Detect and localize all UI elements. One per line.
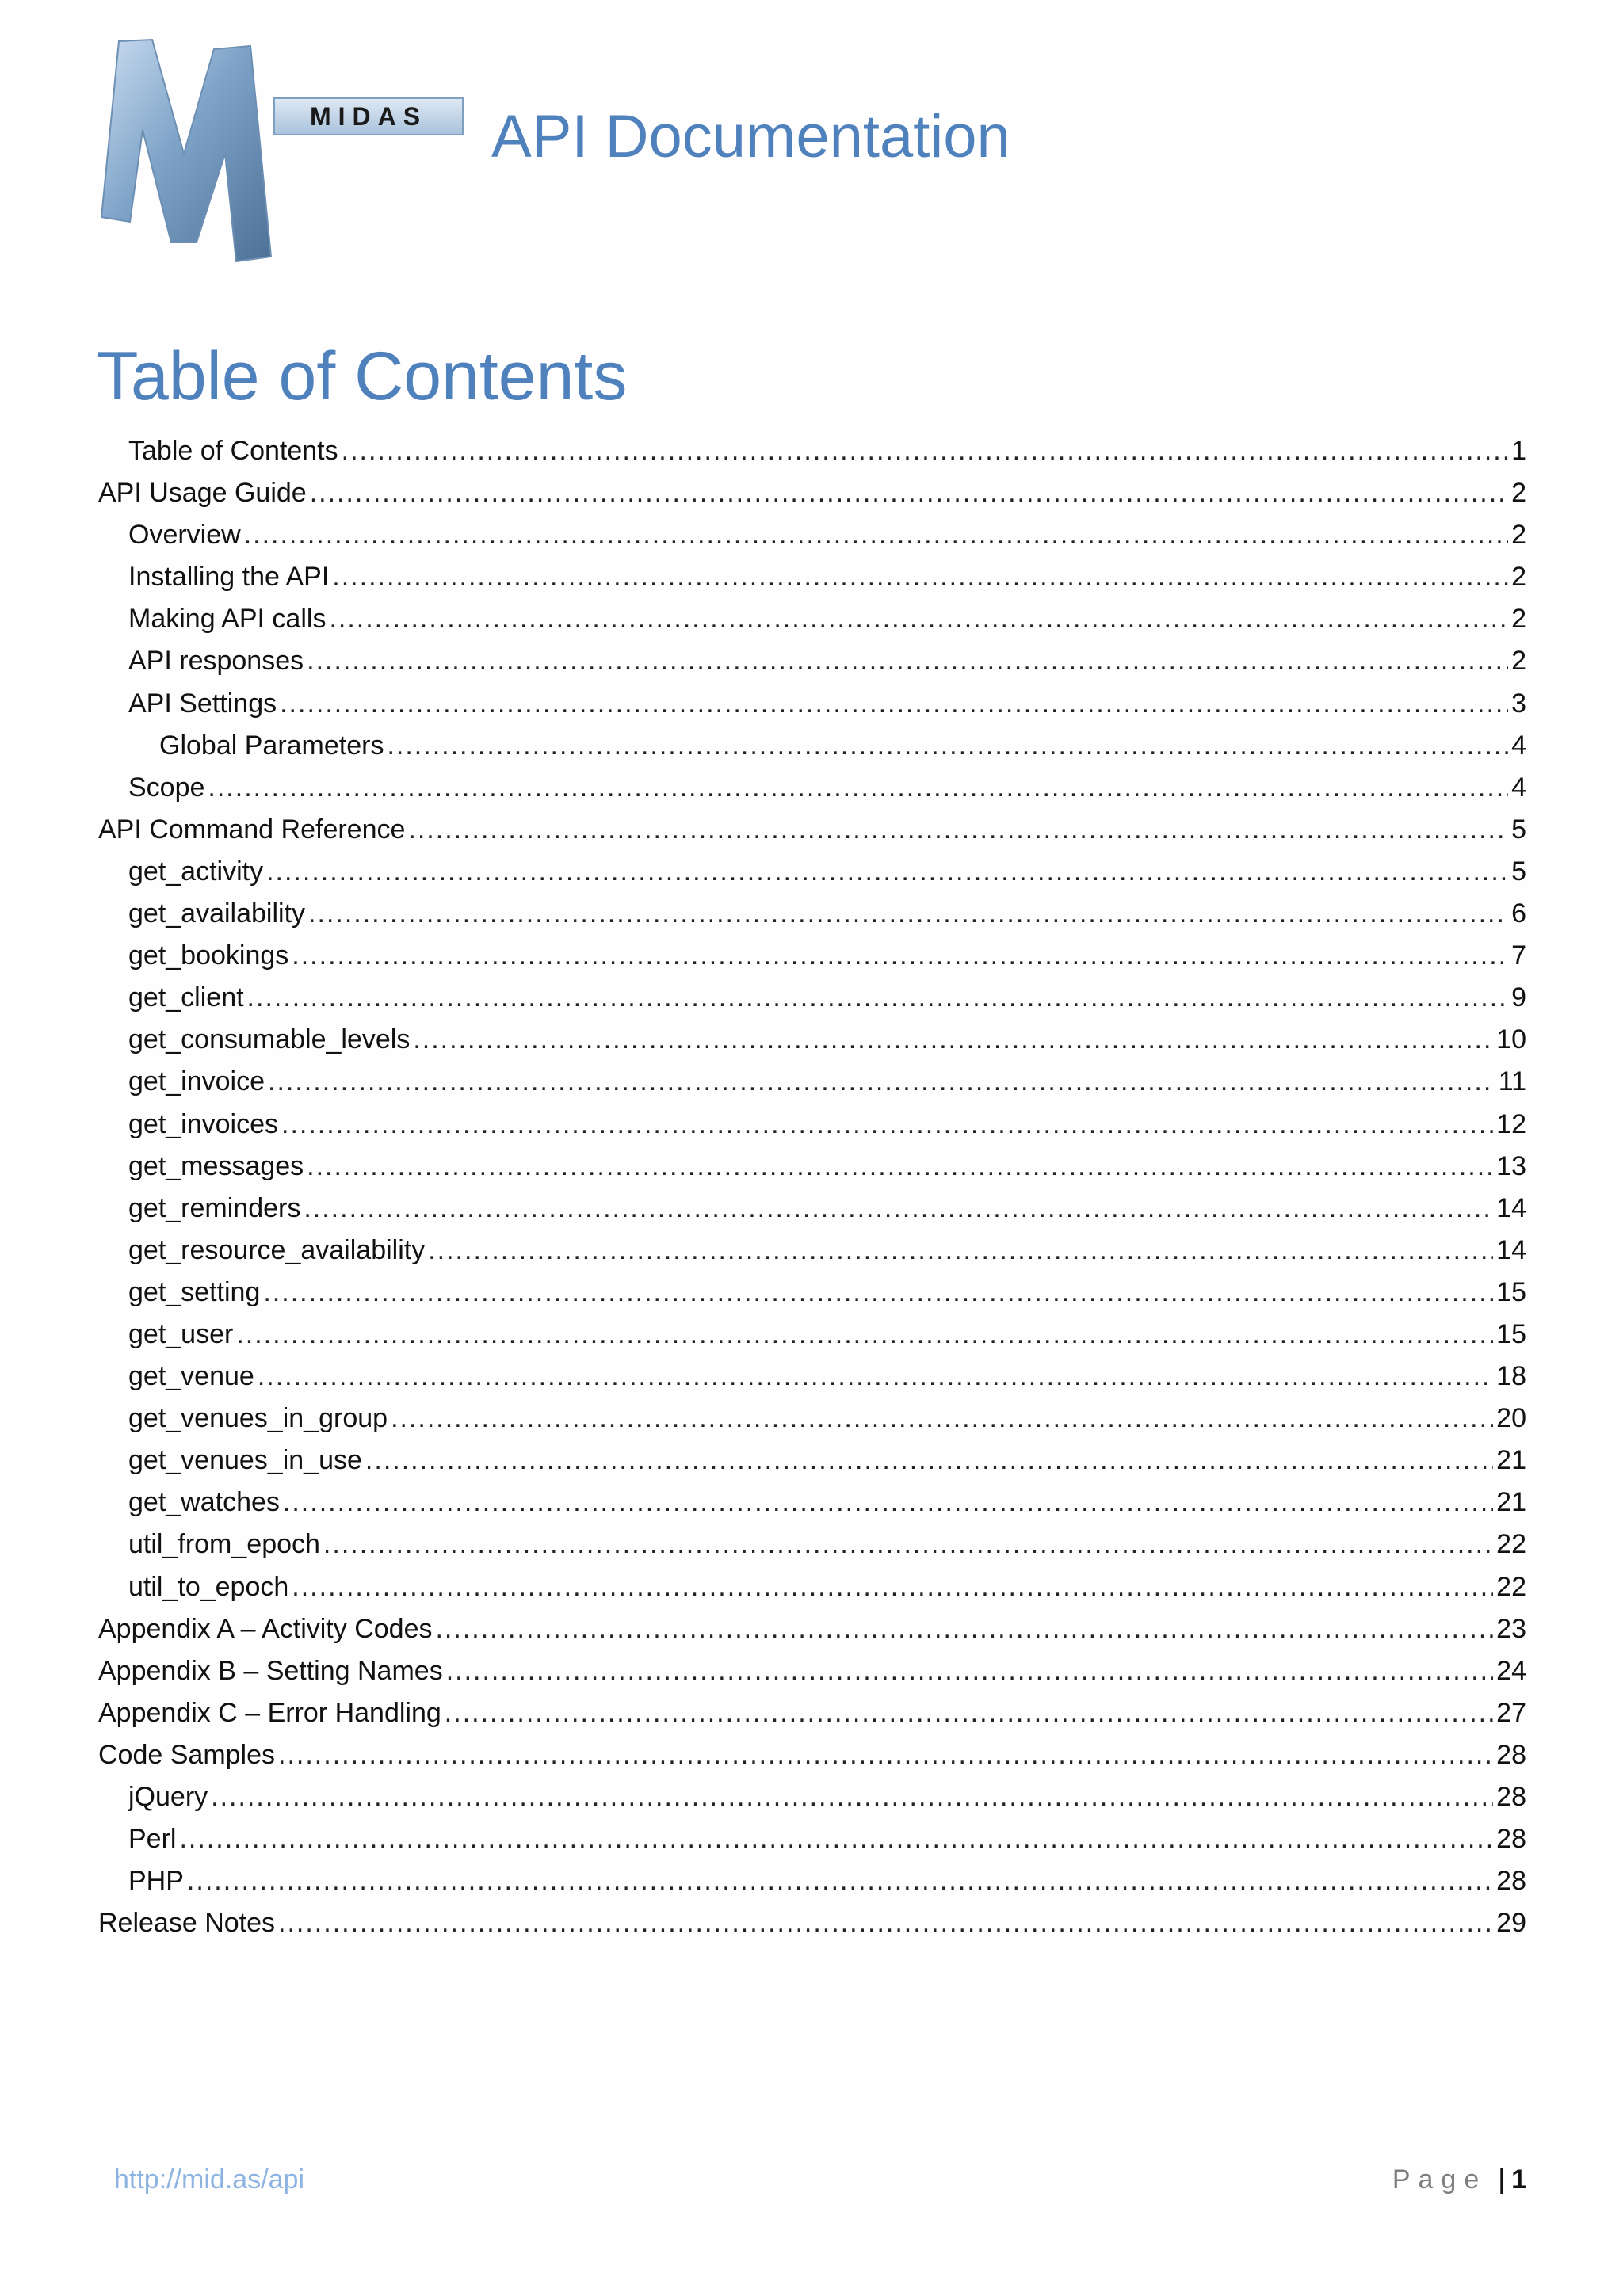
toc-entry-page: 3 [1511,688,1526,719]
toc-dot-leader [391,1398,1493,1440]
toc-entry[interactable] [98,1356,1526,1398]
toc-dot-leader [445,1692,1493,1734]
toc-entry[interactable] [98,1146,1526,1188]
toc-entry-label: Code Samples [98,1739,276,1770]
toc-entry-page: 21 [1496,1487,1526,1518]
footer-page-number [1392,2160,1526,2199]
toc-dot-leader [268,1061,1495,1103]
toc-entry[interactable] [98,767,1526,809]
toc-entry[interactable] [98,1482,1526,1524]
toc-entry-page: 14 [1496,1234,1526,1265]
toc-dot-leader [308,893,1508,935]
toc-entry-page: 7 [1511,940,1526,971]
toc-entry-label: Appendix C – Error Handling [98,1697,441,1728]
toc-entry-label: Scope [128,772,205,803]
toc-entry-page: 6 [1511,898,1526,929]
toc-entry-label: Appendix A – Activity Codes [98,1613,433,1644]
toc-entry-page: 24 [1496,1655,1526,1686]
toc-entry-label: get_venues_in_group [128,1403,388,1434]
toc-entry-page: 22 [1496,1529,1526,1560]
toc-dot-leader [283,1482,1493,1524]
toc-entry-label: get_venues_in_use [128,1445,362,1476]
toc-dot-leader [278,1734,1493,1776]
toc-entry-page: 2 [1511,520,1526,551]
toc-dot-leader [408,809,1508,851]
toc-dot-leader [435,1608,1493,1650]
toc-entry[interactable] [98,1272,1526,1314]
toc-entry[interactable] [98,430,1526,472]
toc-entry-page: 28 [1496,1739,1526,1770]
toc-entry[interactable] [98,1566,1526,1608]
toc-dot-leader [211,1776,1493,1818]
toc-dot-leader [323,1524,1493,1566]
toc-entry-page: 21 [1496,1445,1526,1476]
toc-entry-page: 2 [1511,562,1526,593]
toc-entry[interactable] [98,472,1526,514]
toc-entry[interactable] [98,683,1526,725]
toc-entry-label: get_resource_availability [128,1234,426,1265]
toc-entry[interactable] [98,725,1526,767]
toc-entry-label: Global Parameters [159,730,384,761]
toc-entry[interactable] [98,851,1526,893]
toc-entry[interactable] [98,1818,1526,1860]
toc-entry-label: util_to_epoch [128,1571,289,1602]
toc-entry-label: util_from_epoch [128,1529,320,1560]
toc-entry[interactable] [98,809,1526,851]
toc-entry-label: get_client [128,982,244,1013]
toc-entry-page: 15 [1496,1318,1526,1349]
toc-entry[interactable] [98,1314,1526,1356]
toc-entry-label: API responses [128,646,304,677]
toc-entry[interactable] [98,1608,1526,1650]
toc-entry-page: 20 [1496,1403,1526,1434]
toc-entry-page: 2 [1511,478,1526,509]
toc-entry-label: Overview [128,520,241,551]
toc-entry-page: 14 [1496,1192,1526,1223]
toc-entry-label: Table of Contents [128,436,338,466]
toc-dot-leader [307,1146,1493,1188]
toc-entry-label: get_availability [128,898,306,929]
toc-dot-leader [236,1314,1493,1356]
toc-entry-page: 11 [1498,1066,1526,1097]
toc-entry-label: jQuery [128,1782,208,1812]
toc-entry-label: get_bookings [128,940,289,971]
toc-entry[interactable] [98,1860,1526,1902]
toc-entry-label: get_messages [128,1150,304,1181]
toc-entry-page: 28 [1496,1824,1526,1855]
toc-entry-label: Release Notes [98,1908,276,1939]
toc-dot-leader [263,1272,1493,1314]
toc-entry[interactable] [98,598,1526,640]
toc-entry[interactable] [98,1692,1526,1734]
toc-entry[interactable] [98,1104,1526,1146]
toc-dot-leader [307,640,1508,682]
toc-entry[interactable] [98,1776,1526,1818]
toc-dot-leader [187,1860,1493,1902]
toc-entry-label: get_watches [128,1487,280,1518]
logo-wordmark: MIDAS [309,102,428,131]
toc-dot-leader [304,1188,1493,1230]
toc-entry[interactable] [98,1440,1526,1482]
toc-dot-leader [292,935,1508,977]
toc-entry-page: 28 [1496,1866,1526,1897]
toc-dot-leader [208,767,1508,809]
toc-entry-label: get_consumable_levels [128,1024,411,1055]
toc-dot-leader [247,977,1509,1019]
toc-entry[interactable] [98,1061,1526,1103]
toc-dot-leader [281,1104,1493,1146]
toc-entry-page: 28 [1496,1782,1526,1812]
toc-entry-label: PHP [128,1866,184,1897]
toc-entry-label: get_setting [128,1276,261,1307]
toc-dot-leader [258,1356,1493,1398]
toc-dot-leader [413,1019,1493,1061]
toc-dot-leader [332,556,1508,598]
footer-page-word: Page [1392,2164,1487,2195]
toc-entry-label: get_invoice [128,1066,265,1097]
toc-entry[interactable] [98,1902,1526,1944]
toc-entry[interactable] [98,935,1526,977]
toc-entry-label: API Usage Guide [98,478,307,509]
toc-entry-page: 5 [1511,814,1526,845]
toc-entry-page: 22 [1496,1571,1526,1602]
toc-entry-page: 15 [1496,1276,1526,1307]
midas-logo [95,35,475,273]
toc-entry-page: 27 [1496,1697,1526,1728]
document-title: API Documentation [491,103,1010,170]
toc-entry-page: 5 [1511,856,1526,887]
toc-dot-leader [278,1902,1493,1944]
toc-entry-label: Appendix B – Setting Names [98,1655,443,1686]
toc-dot-leader [244,514,1508,556]
toc-entry-label: Installing the API [128,562,330,593]
toc-entry[interactable] [98,640,1526,682]
toc-dot-leader [266,851,1508,893]
toc-dot-leader [428,1230,1493,1272]
toc-dot-leader [179,1818,1493,1860]
toc-entry[interactable] [98,1188,1526,1230]
toc-entry-label: get_invoices [128,1108,279,1139]
footer-page-num: 1 [1511,2164,1526,2195]
toc-entry[interactable] [98,1019,1526,1061]
toc-dot-leader [446,1650,1493,1692]
toc-entry[interactable] [98,556,1526,598]
toc-entry-label: Making API calls [128,604,327,635]
table-of-contents [98,430,1526,1944]
toc-entry-page: 18 [1496,1361,1526,1392]
toc-entry[interactable] [98,977,1526,1019]
toc-dot-leader [365,1440,1493,1482]
toc-entry-label: API Settings [128,688,277,719]
toc-entry-page: 10 [1496,1024,1526,1055]
toc-heading: Table of Contents [97,338,628,414]
toc-entry-page: 29 [1496,1908,1526,1939]
footer-url-link[interactable]: http://mid.as/api [114,2164,305,2195]
footer-separator: | [1498,2164,1506,2195]
toc-entry-page: 1 [1511,436,1526,466]
toc-entry-label: get_activity [128,856,264,887]
toc-dot-leader [280,683,1508,725]
toc-dot-leader [292,1566,1493,1608]
toc-entry[interactable] [98,1524,1526,1566]
toc-entry[interactable] [98,1398,1526,1440]
toc-entry-page: 2 [1511,646,1526,677]
toc-entry-page: 9 [1511,982,1526,1013]
toc-entry-page: 23 [1496,1613,1526,1644]
toc-entry-page: 12 [1496,1108,1526,1139]
toc-entry[interactable] [98,893,1526,935]
toc-entry[interactable] [98,1650,1526,1692]
toc-entry-page: 2 [1511,604,1526,635]
toc-entry[interactable] [98,514,1526,556]
toc-entry-label: get_reminders [128,1192,301,1223]
toc-dot-leader [329,598,1508,640]
toc-dot-leader [310,472,1508,514]
toc-dot-leader [342,430,1508,472]
toc-entry-page: 4 [1511,772,1526,803]
toc-entry-page: 13 [1496,1150,1526,1181]
toc-entry-label: Perl [128,1824,177,1855]
toc-dot-leader [387,725,1508,767]
toc-entry[interactable] [98,1230,1526,1272]
toc-entry-label: get_venue [128,1361,254,1392]
toc-entry-label: get_user [128,1318,234,1349]
toc-entry-label: API Command Reference [98,814,406,845]
toc-entry[interactable] [98,1734,1526,1776]
toc-entry-page: 4 [1511,730,1526,761]
